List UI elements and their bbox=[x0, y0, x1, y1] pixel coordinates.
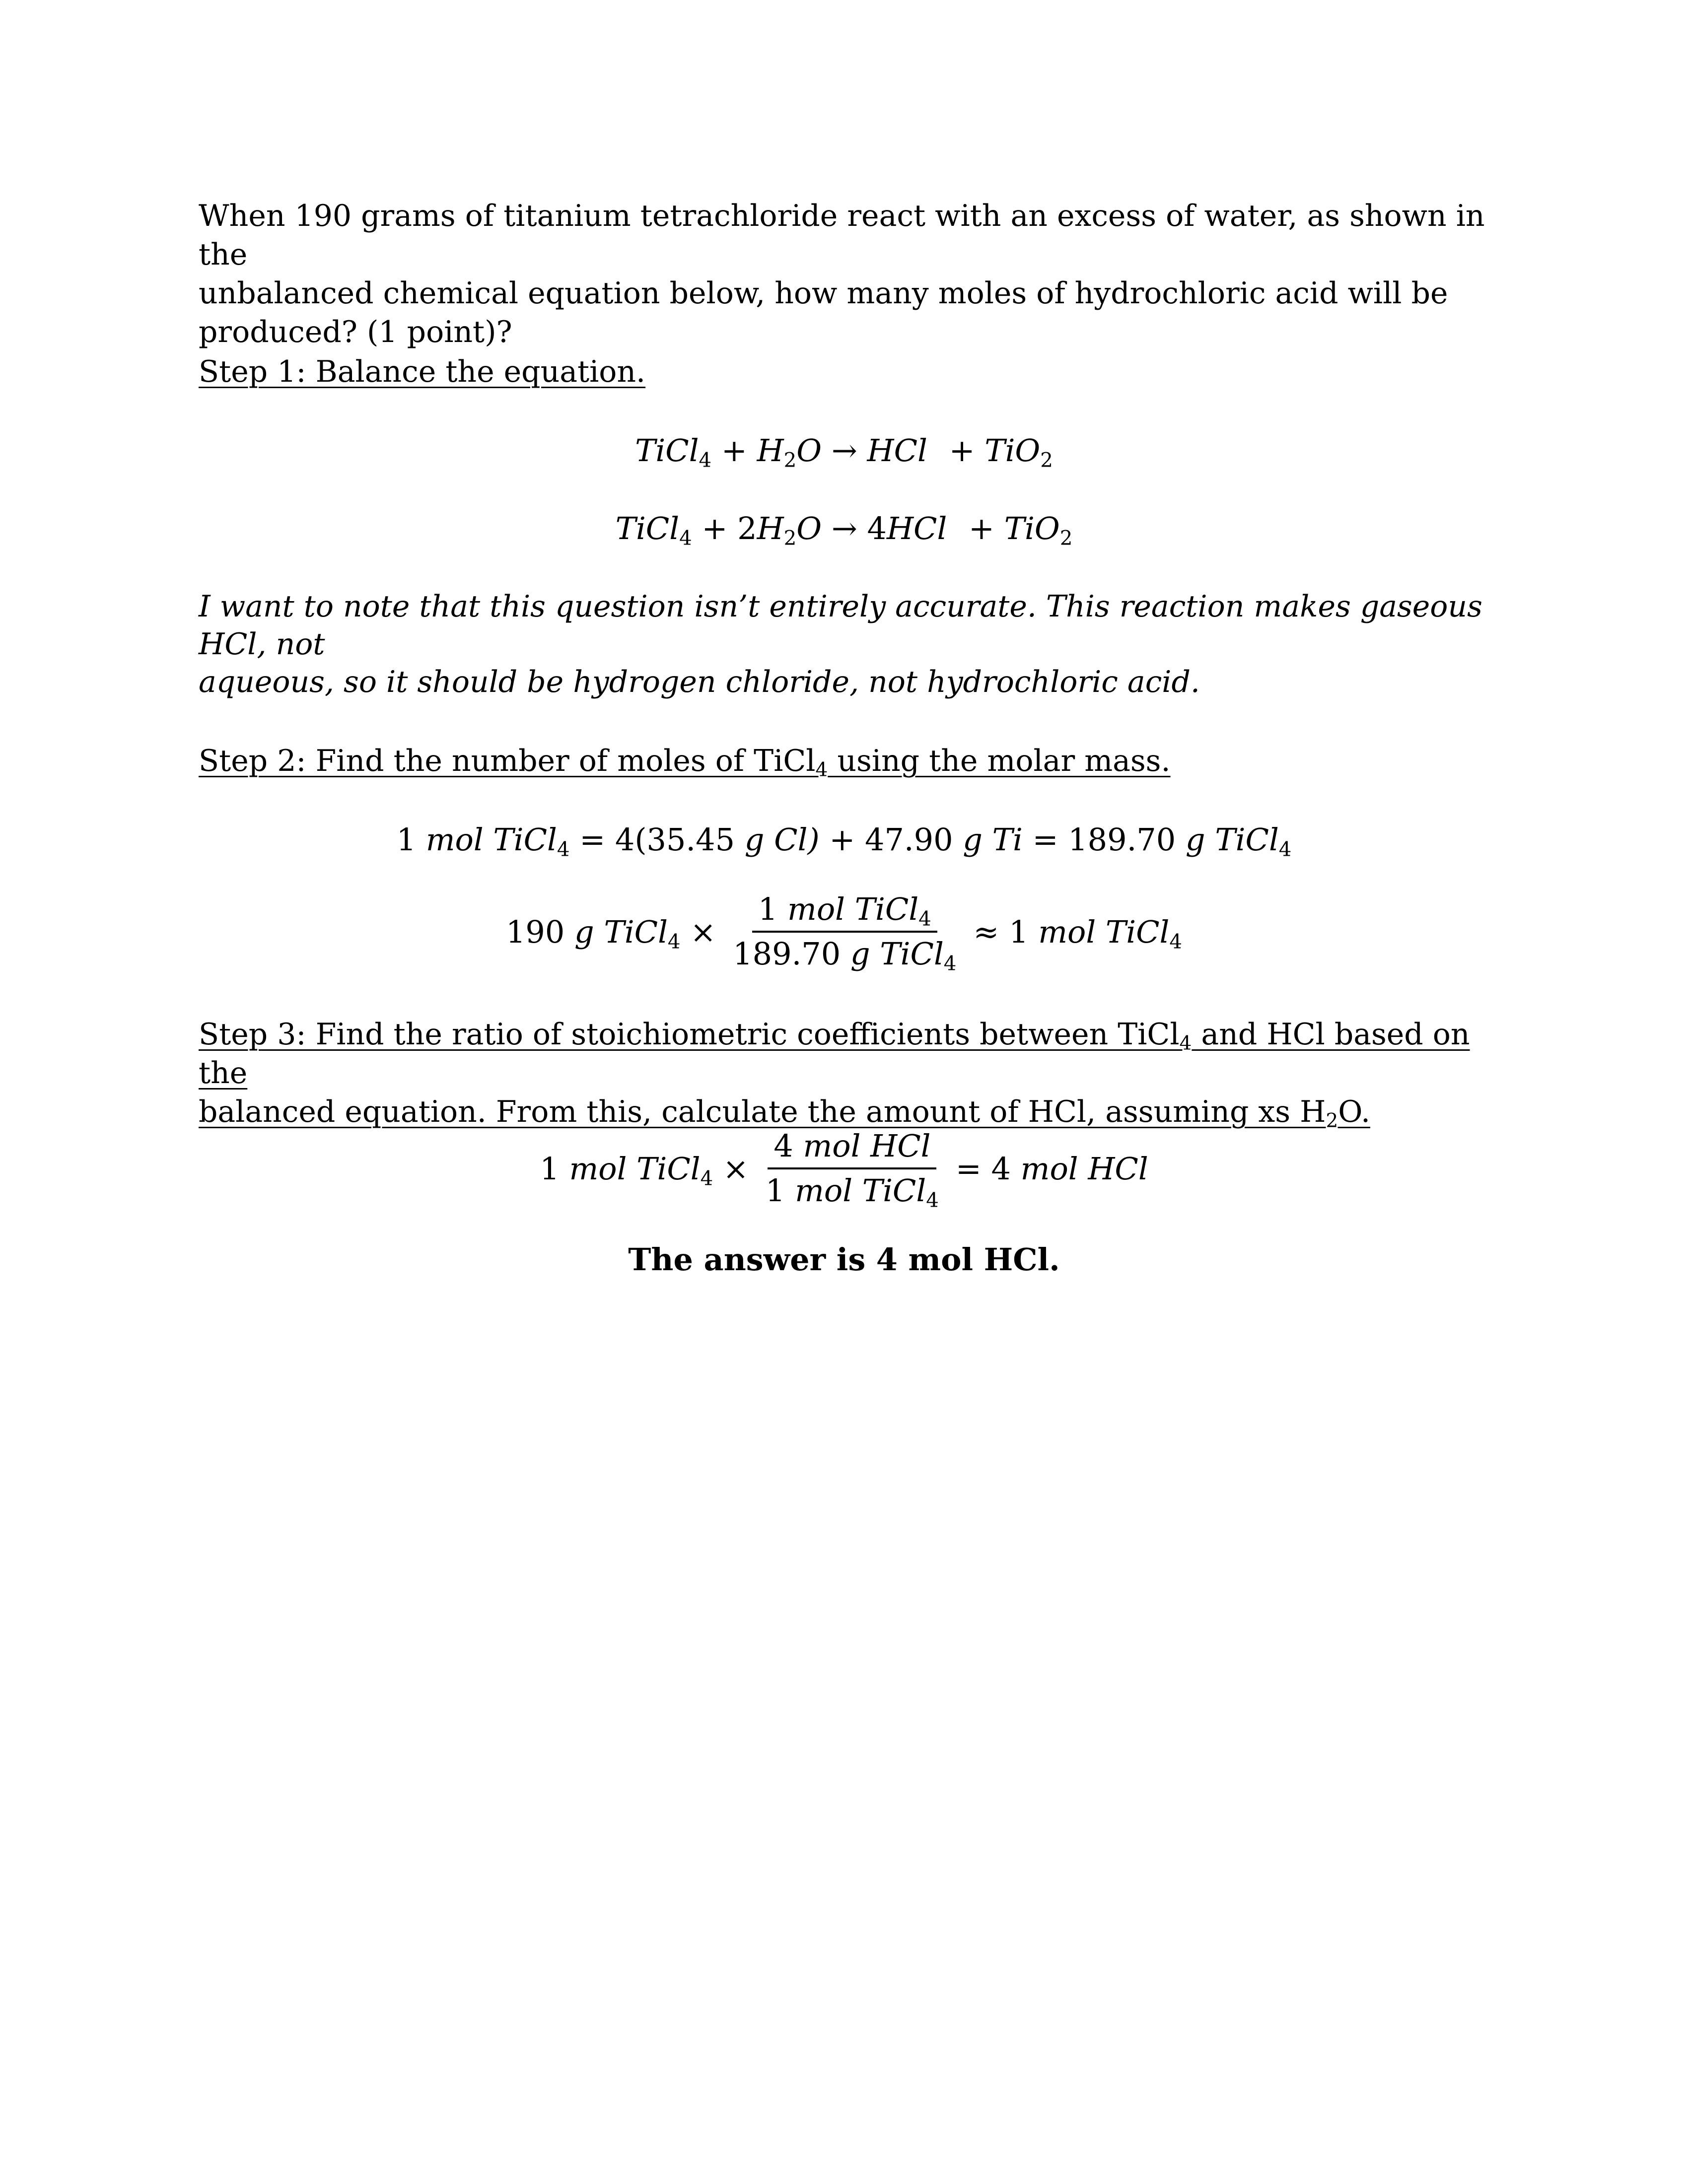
question-line: produced? (1 point)? bbox=[199, 315, 512, 349]
accuracy-note bbox=[199, 588, 1514, 701]
question-line: When 190 grams of titanium tetrachloride react with an excess of water, as shown in the bbox=[199, 199, 1485, 272]
unbalanced-equation: TiCl$_4$ + $H_2O$ → HCl + TiO$_2$ bbox=[635, 432, 1053, 472]
conversion-fraction bbox=[727, 891, 962, 975]
question-text bbox=[199, 197, 1514, 351]
step1-heading: Step 1: Balance the equation. bbox=[199, 354, 646, 389]
balanced-equation: TiCl$_4$ + $2H_2O \to 4HCl + TiO_2$ bbox=[615, 510, 1073, 550]
step3-heading: Step 3: Find the ratio of stoichiometric coefficients between TiCl$_4$ and HCl based on the balanced equation. From this, calculate the amount of HCl, assuming xs $H_2O$. bbox=[199, 1017, 1470, 1132]
mole-conversion-equation: 190 g TiCl$_4$ × $\frac{1 mol TiCl_4}{189.70 g TiCl_4}$ ≈ 1 mol TiCl$_4$ bbox=[505, 891, 1183, 975]
note-line: I want to note that this question isn’t entirely accurate. This reaction makes gaseous HCl, not bbox=[199, 589, 1482, 662]
final-answer: The answer is 4 mol HCl. bbox=[628, 1241, 1060, 1278]
fraction-numerator: 4 mol HCl bbox=[768, 1128, 936, 1169]
ratio-fraction bbox=[760, 1128, 945, 1212]
note-line: aqueous, so it should be hydrogen chloride, not hydrochloric acid. bbox=[199, 665, 1200, 699]
step2-heading: Step 2: Find the number of moles of TiCl$_4$ using the molar mass. bbox=[199, 744, 1171, 781]
molar-mass-equation: 1 mol TiCl$_4$ = 4(35.45 g Cl) + 47.90 g Ti = 189.70 g TiCl$_4$ bbox=[396, 821, 1292, 861]
fraction-numerator: 1 mol TiCl$_4$ bbox=[752, 891, 937, 933]
question-line: unbalanced chemical equation below, how many moles of hydrochloric acid will be bbox=[199, 276, 1448, 311]
fraction-denominator: 1 mol TiCl$_4$ bbox=[765, 1172, 939, 1212]
stoichiometry-equation: 1 mol TiCl$_4$ × $\frac{\text{4 mol HCl}}{1 mol TiCl_4}$ = 4 mol HCl bbox=[540, 1128, 1148, 1212]
fraction-denominator: 189.70 g TiCl$_4$ bbox=[733, 936, 957, 975]
